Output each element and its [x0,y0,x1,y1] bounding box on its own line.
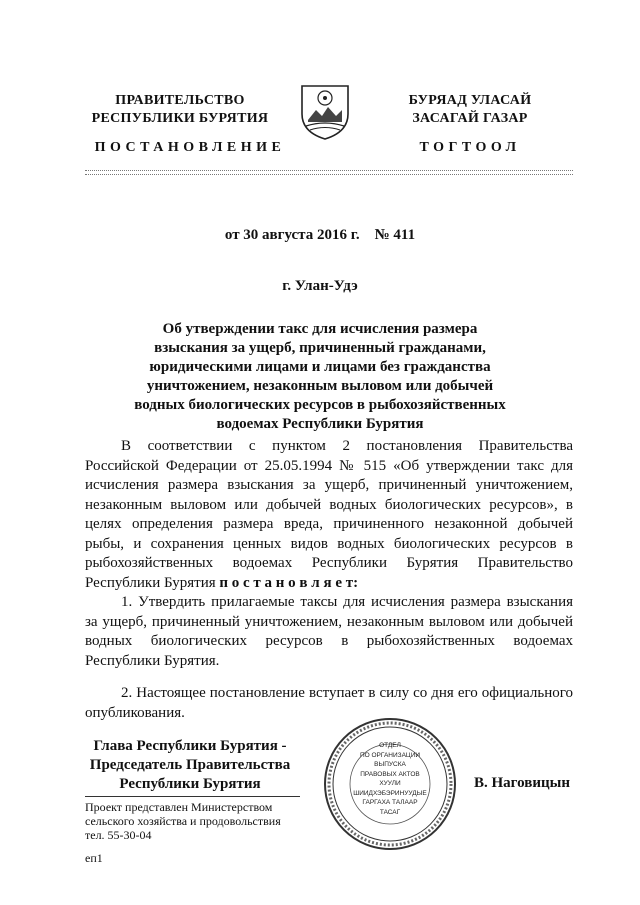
gov-name-ru [60,92,300,128]
doc-code: еп1 [85,851,103,865]
project-note-line2: сельского хозяйства и продовольствия [85,814,281,828]
item-2-text: 2. Настоящее постановление вступает в силу со дня его официального опубликования. [85,685,573,721]
stamp-line: ШИИДХЭБЭРИНУУДЫЕ [353,789,427,797]
header-divider-second [85,174,573,175]
stamp-line: ПО ОРГАНИЗАЦИИ [359,751,421,759]
preamble [85,437,573,593]
project-note [85,800,345,842]
doc-title [60,320,580,434]
item-1 [85,593,573,671]
footer-rule [85,796,300,797]
doc-type-bua: ТОГТООЛ [419,140,521,155]
signatory-position-line1: Глава Республики Бурятия - [93,738,287,754]
stamp-line: ХУУЛИ [379,780,401,787]
stamp-line: ПРАВОВЫХ АКТОВ [360,770,420,778]
gov-name-bua-line1: БУРЯАД УЛАСАЙ [408,93,532,108]
stamp-line: ТАСАГ [379,808,401,816]
item-1-text: 1. Утвердить прилагаемые таксы для исчисления размера взыскания за ущерб, причиненный уничтожением, незаконным выловом или добычей водных биологических ресурсов в рыбохозяйственных водоемах Республики Бурятия. [85,594,573,669]
doc-type-ru: ПОСТАНОВЛЕНИЕ [94,140,286,155]
date-number: от 30 августа 2016 г. № 411 [224,227,416,243]
signatory-position [75,737,305,794]
stamp-text [344,741,436,817]
place: г. Улан-Удэ [282,278,358,294]
gov-name-ru-line2: РЕСПУБЛИКИ БУРЯТИЯ [91,111,269,126]
title-line: Об утверждении такс для исчисления размера [162,321,478,337]
preamble-text: В соответствии с пунктом 2 постановления Правительства Российской Федерации от 25.05.1994 № 515 «Об утверждении такс для исчисления размера взыскания за ущерб, причиненный уничтожением, незаконным выловом или добычей водных биологических ресурсов», в целях определения размера вреда, причиненного незаконной добычей рыбы, и сохранения ценных видов водных биологических ресурсов в рыбохозяйственных водоемах Республики Бурятия Правительство Республики Бурятия [85,438,573,591]
signatory-position-line2: Председатель Правительства [89,757,291,773]
project-note-line1: Проект представлен Министерством [85,800,273,814]
title-line: юридическими лицами и лицами без гражданства [149,359,491,375]
header-divider [85,170,573,171]
stamp-line: ВЫПУСКА [374,761,406,768]
title-line: взыскания за ущерб, причиненный гражданами, [154,340,486,356]
project-note-line3: тел. 55-30-04 [85,828,152,842]
title-line: водных биологических ресурсов в рыбохозяйственных [134,397,506,413]
preamble-emphasis: п о с т а н о в л я е т: [219,574,359,591]
signatory-name: В. Наговицын [474,775,570,791]
signatory-position-line3: Республики Бурятия [119,776,261,792]
stamp-line: ГАРГАХА ТАЛААР [362,799,418,806]
gov-name-bua-line2: ЗАСАГАЙ ГАЗАР [412,111,528,126]
title-line: уничтожением, незаконным выловом или добычей [146,378,494,394]
title-line: водоемах Республики Бурятия [216,416,424,432]
gov-name-bua [370,92,570,128]
gov-name-ru-line1: ПРАВИТЕЛЬСТВО [115,93,245,108]
stamp-line: ОТДЕЛ [379,742,401,749]
coat-of-arms-icon [296,80,354,142]
